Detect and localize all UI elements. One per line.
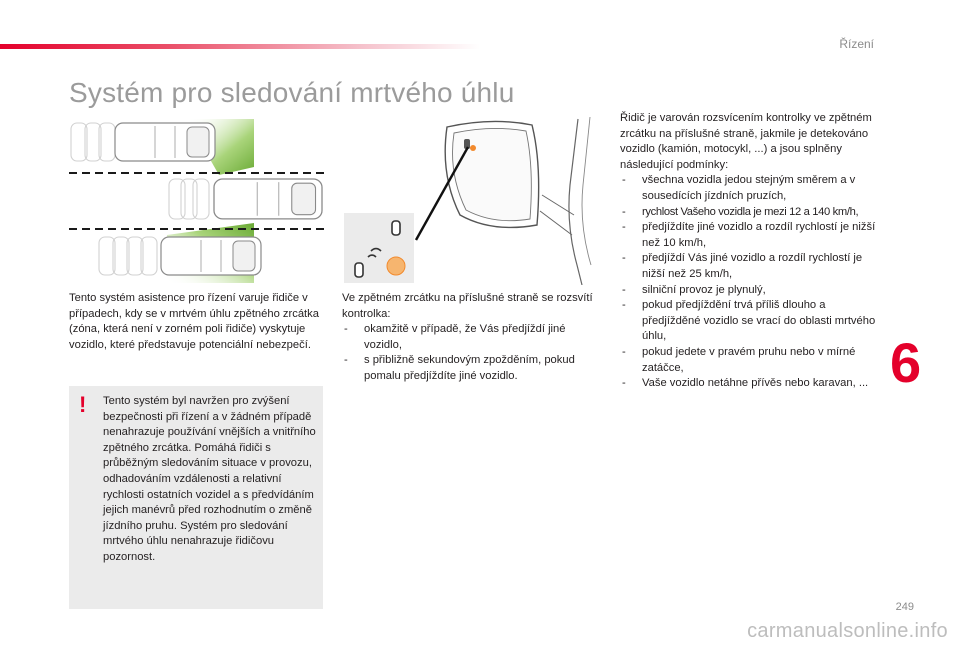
- conditions-list: [620, 173, 882, 391]
- door-mirror-illustration: [342, 115, 602, 285]
- warning-exclamation-icon: !: [79, 392, 87, 417]
- conditions-section: [620, 111, 882, 392]
- intro-paragraph: Tento systém asistence pro řízení varuje řidiče v případech, kdy se v mrtvém úhlu zpětného zrcátka (zóna, která není v zorném poli řidiče) vyskytuje vozidlo, které představuje potenciální nebezpečí.: [69, 292, 319, 351]
- list-item: - předjíždí Vás jiné vozidlo a rozdíl rychlostí je nižší než 25 km/h,: [620, 251, 882, 282]
- list-item: - pokud předjíždění trvá příliš dlouho a předjížděné vozidlo se vrací do oblasti mrtvého úhlu,: [620, 298, 882, 345]
- list-item: - s přibližně sekundovým zpožděním, pokud pomalu předjíždíte jiné vozidlo.: [342, 353, 600, 384]
- header-accent-bar: [0, 44, 480, 49]
- blind-spot-zones-illustration: [69, 115, 326, 285]
- warning-box: [69, 386, 323, 609]
- list-item: - okamžitě v případě, že Vás předjíždí jiné vozidlo,: [342, 322, 600, 353]
- indicator-intro: Ve zpětném zrcátku na příslušné straně se rozsvítí kontrolka:: [342, 292, 593, 320]
- page-number: 249: [895, 601, 914, 613]
- watermark: carmanualsonline.info: [747, 620, 948, 642]
- section-label: Řízení: [839, 37, 874, 51]
- list-item: - všechna vozidla jedou stejným směrem a v sousedících jízdních pruzích,: [620, 173, 882, 204]
- warning-text: Tento systém byl navržen pro zvýšení bezpečnosti při řízení a v žádném případě nenahrazuje používání vnějších a vnitřního zpětného zrcátka. Pomáhá řidiči s průběžným sledováním situace v provozu, odhadováním vzdálenosti a relativní rychlosti ostatních vozidel a s předvídáním jejich manévrů před rozhodnutím o změně jízdního pruhu. Systém pro sledování mrtvého úhlu nenahrazuje řidičovu pozornost.: [103, 395, 316, 563]
- indicator-section: [342, 291, 600, 385]
- list-item: - předjíždíte jiné vozidlo a rozdíl rychlostí je nižší než 10 km/h,: [620, 220, 882, 251]
- chapter-number: 6: [890, 331, 922, 394]
- list-item: - pokud jedete v pravém pruhu nebo v mírné zatáčce,: [620, 345, 882, 376]
- page-title: Systém pro sledování mrtvého úhlu: [69, 77, 515, 108]
- indicator-list: [342, 322, 600, 384]
- list-item: - Vaše vozidlo netáhne přívěs nebo karavan, ...: [620, 376, 882, 392]
- list-item: - rychlost Vašeho vozidla je mezi 12 a 140 km/h,: [620, 205, 882, 221]
- conditions-intro: Řidič je varován rozsvícením kontrolky ve zpětném zrcátku na příslušné straně, jakmile je detekováno vozidlo (kamión, motocykl, ...) a jsou splněny následující podmínky:: [620, 112, 872, 171]
- list-item: - silniční provoz je plynulý,: [620, 283, 882, 299]
